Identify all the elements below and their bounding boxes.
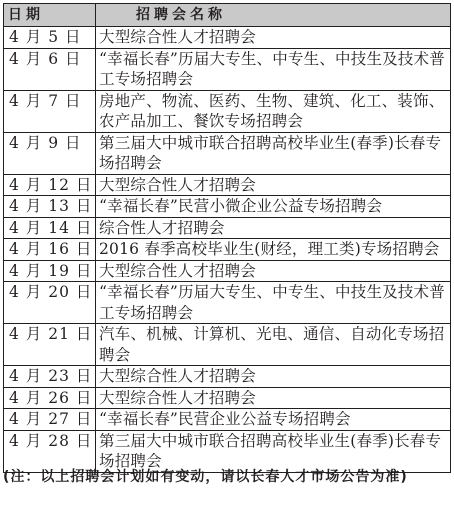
row-event-name: 大型综合性人才招聘会	[96, 366, 451, 388]
row-date: 4 月 16 日	[4, 239, 96, 261]
row-date: 4 月 21 日	[4, 324, 96, 366]
date-column-header: 日期	[4, 4, 96, 27]
row-event-name: 大型综合性人才招聘会	[96, 260, 451, 282]
row-date: 4 月 20 日	[4, 282, 96, 324]
row-event-name: “幸福长春”历届大专生、中专生、中技生及技术普工专场招聘会	[96, 48, 451, 90]
table-row	[4, 90, 451, 132]
row-date: 4 月 26 日	[4, 387, 96, 409]
table-row	[4, 387, 451, 409]
row-date: 4 月 28 日	[4, 430, 96, 472]
table-row	[4, 174, 451, 196]
row-date: 4 月 13 日	[4, 196, 96, 218]
row-date: 4 月 19 日	[4, 260, 96, 282]
table-row	[4, 27, 451, 49]
table-row	[4, 282, 451, 324]
row-event-name: 房地产、物流、医药、生物、建筑、化工、装饰、农产品加工、餐饮专场招聘会	[96, 90, 451, 132]
row-event-name: 第三届大中城市联合招聘高校毕业生(春季)长春专场招聘会	[96, 430, 451, 472]
row-date: 4 月 6 日	[4, 48, 96, 90]
header-row	[4, 4, 451, 27]
name-column-header: 招聘会名称	[96, 4, 451, 27]
table-row	[4, 48, 451, 90]
row-date: 4 月 5 日	[4, 27, 96, 49]
table-row	[4, 324, 451, 366]
row-event-name: “幸福长春”民营企业公益专场招聘会	[96, 409, 451, 431]
row-event-name: 大型综合性人才招聘会	[96, 387, 451, 409]
row-date: 4 月 9 日	[4, 132, 96, 174]
row-event-name: 汽车、机械、计算机、光电、通信、自动化专场招聘会	[96, 324, 451, 366]
row-date: 4 月 27 日	[4, 409, 96, 431]
table-row	[4, 217, 451, 239]
row-event-name: 综合性人才招聘会	[96, 217, 451, 239]
table-row	[4, 196, 451, 218]
row-event-name: “幸福长春”民营小微企业公益专场招聘会	[96, 196, 451, 218]
schedule-table	[3, 3, 451, 473]
row-event-name: 大型综合性人才招聘会	[96, 27, 451, 49]
row-date: 4 月 7 日	[4, 90, 96, 132]
row-date: 4 月 14 日	[4, 217, 96, 239]
table-row	[4, 366, 451, 388]
footnote: (注：以上招聘会计划如有变动，请以长春人才市场公告为准)	[3, 469, 408, 485]
row-event-name: 第三届大中城市联合招聘高校毕业生(春季)长春专场招聘会	[96, 132, 451, 174]
table-row	[4, 132, 451, 174]
row-event-name: 2016 春季高校毕业生(财经，理工类)专场招聘会	[96, 239, 451, 261]
row-event-name: “幸福长春”历届大专生、中专生、中技生及技术普工专场招聘会	[96, 282, 451, 324]
row-event-name: 大型综合性人才招聘会	[96, 174, 451, 196]
table-row	[4, 260, 451, 282]
row-date: 4 月 12 日	[4, 174, 96, 196]
table-row	[4, 239, 451, 261]
row-date: 4 月 23 日	[4, 366, 96, 388]
table-row	[4, 409, 451, 431]
